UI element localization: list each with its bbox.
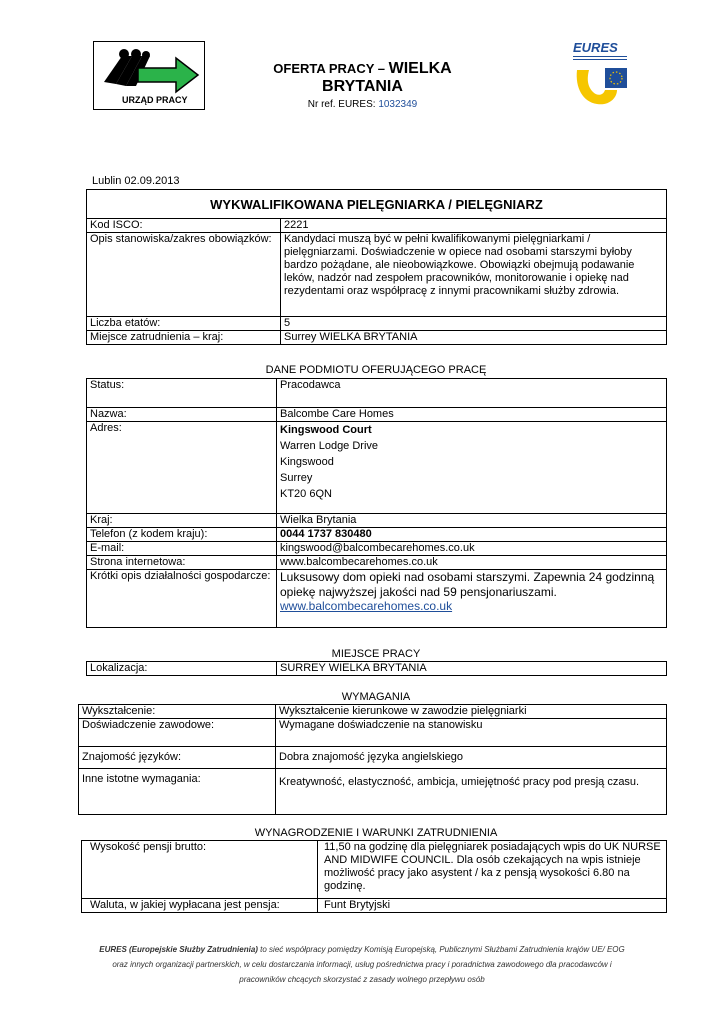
employer-table (86, 378, 667, 628)
title-country-part1: WIELKA (388, 60, 452, 77)
phone-label: Telefon (z kodem kraju): (87, 528, 277, 542)
activity-label: Krótki opis działalności gospodarcze: (87, 570, 277, 628)
employer-section-title: DANE PODMIOTU OFERUJĄCEGO PRACĘ (265, 364, 487, 376)
description-label: Opis stanowiska/zakres obowiązków: (87, 233, 281, 317)
status-value: Pracodawca (277, 379, 667, 408)
positions-value: 5 (281, 317, 667, 331)
other-requirements-label: Inne istotne wymagania: (79, 769, 276, 815)
address-value (277, 422, 667, 514)
workplace-table (86, 661, 667, 676)
title-prefix: OFERTA PRACY – (273, 61, 389, 76)
green-arrow-icon (138, 58, 198, 92)
address-line: Surrey (280, 472, 313, 484)
activity-website-link[interactable]: www.balcombecarehomes.co.uk (280, 599, 453, 613)
workplace-section-title: MIEJSCE PRACY (331, 648, 421, 660)
ref-number: 1032349 (378, 99, 418, 110)
address-line: Warren Lodge Drive (280, 440, 379, 452)
address-line: Kingswood Court (280, 424, 372, 436)
activity-value (277, 570, 667, 628)
education-label: Wykształcenie: (79, 705, 276, 719)
activity-description: Luksusowy dom opieki nad osobami starszymi. Zapewnia 24 godzinną opiekę najwyższej jakości nad 59 pensjonariuszami. (280, 570, 655, 599)
job-title: WYKWALIFIKOWANA PIELĘGNIARKA / PIELĘGNIARZ (87, 190, 667, 219)
country-label: Kraj: (87, 514, 277, 528)
currency-label: Waluta, w jakiej wypłacana jest pensja: (82, 899, 318, 913)
urzad-pracy-logo (93, 41, 205, 110)
name-value: Balcombe Care Homes (277, 408, 667, 422)
offer-title (230, 60, 495, 110)
ref-label: Nr ref. EURES: (307, 99, 379, 110)
website-value[interactable]: www.balcombecarehomes.co.uk (277, 556, 667, 570)
other-requirements-value: Kreatywność, elastyczność, ambicja, umiejętność pracy pod presją czasu. (276, 769, 667, 815)
logo-caption: URZĄD PRACY (122, 95, 188, 105)
name-label: Nazwa: (87, 408, 277, 422)
isco-label: Kod ISCO: (87, 219, 281, 233)
gross-salary-value: 11,50 na godzinę dla pielęgniarek posiadających wpis do UK NURSE AND MIDWIFE COUNCIL. Dla osób czekających na wpis istnieje możliwość pracy jako asystent / ka z pensją wysokości 6.80 na godzinę. (318, 841, 667, 899)
education-value: Wykształcenie kierunkowe w zawodzie pielęgniarki (276, 705, 667, 719)
footer-line3: pracowników chcących skorzystać z zasady wolnego przepływu osób (239, 975, 485, 984)
salary-section-title: WYNAGRODZENIE I WARUNKI ZATRUDNIENIA (254, 827, 498, 839)
eures-logo (565, 40, 635, 118)
currency-value: Funt Brytyjski (318, 899, 667, 913)
gross-salary-label: Wysokość pensji brutto: (82, 841, 318, 899)
languages-label: Znajomość języków: (79, 747, 276, 769)
eures-wordmark: EURES (573, 40, 618, 55)
address-line: Kingswood (280, 456, 334, 468)
languages-value: Dobra znajomość języka angielskiego (276, 747, 667, 769)
address-line: KT20 6QN (280, 488, 332, 500)
job-table (86, 189, 667, 345)
email-label: E-mail: (87, 542, 277, 556)
experience-value: Wymagane doświadczenie na stanowisku (276, 719, 667, 747)
experience-label: Doświadczenie zawodowe: (79, 719, 276, 747)
footer-line1: to sieć współpracy pomiędzy Komisją Europejską, Publicznymi Służbami Zatrudnienia krajów UE/ EOG (257, 945, 625, 954)
status-label: Status: (87, 379, 277, 408)
positions-label: Liczba etatów: (87, 317, 281, 331)
description-value: Kandydaci muszą być w pełni kwalifikowanymi pielęgniarkami / pielęgniarzami. Doświadczenie w opiece nad osobami starszymi byłoby bardzo pożądane, ale nieobowiązkowe. Obowiązki obejmują podawanie leków, nadzór nad zespołem pracowników, monitorowanie i opiekę nad rezydentami oraz współpracę z innymi pracownikami służby zdrowia. (281, 233, 667, 317)
isco-value: 2221 (281, 219, 667, 233)
phone-value: 0044 1737 830480 (277, 528, 667, 542)
footer-eures-name: EURES (Europejskie Służby Zatrudnienia) (99, 945, 258, 954)
website-label: Strona internetowa: (87, 556, 277, 570)
offer-date: Lublin 02.09.2013 (92, 175, 180, 187)
requirements-table (78, 704, 667, 815)
workplace-country-label: Miejsce zatrudnienia – kraj: (87, 331, 281, 345)
footer-line2: oraz innych organizacji partnerskich, w celu dostarczania informacji, usług pośrednictwa pracy i poradnictwa zawodowego dla pracodawców i (112, 960, 612, 969)
eures-reference (230, 99, 495, 110)
location-label: Lokalizacja: (87, 662, 277, 676)
title-country-part2: BRYTANIA (322, 78, 403, 95)
country-value: Wielka Brytania (277, 514, 667, 528)
email-value[interactable]: kingswood@balcombecarehomes.co.uk (277, 542, 667, 556)
footer-note (82, 942, 642, 987)
location-value: SURREY WIELKA BRYTANIA (277, 662, 667, 676)
requirements-section-title: WYMAGANIA (341, 691, 411, 703)
workplace-country-value: Surrey WIELKA BRYTANIA (281, 331, 667, 345)
salary-table (81, 840, 667, 913)
address-label: Adres: (87, 422, 277, 514)
